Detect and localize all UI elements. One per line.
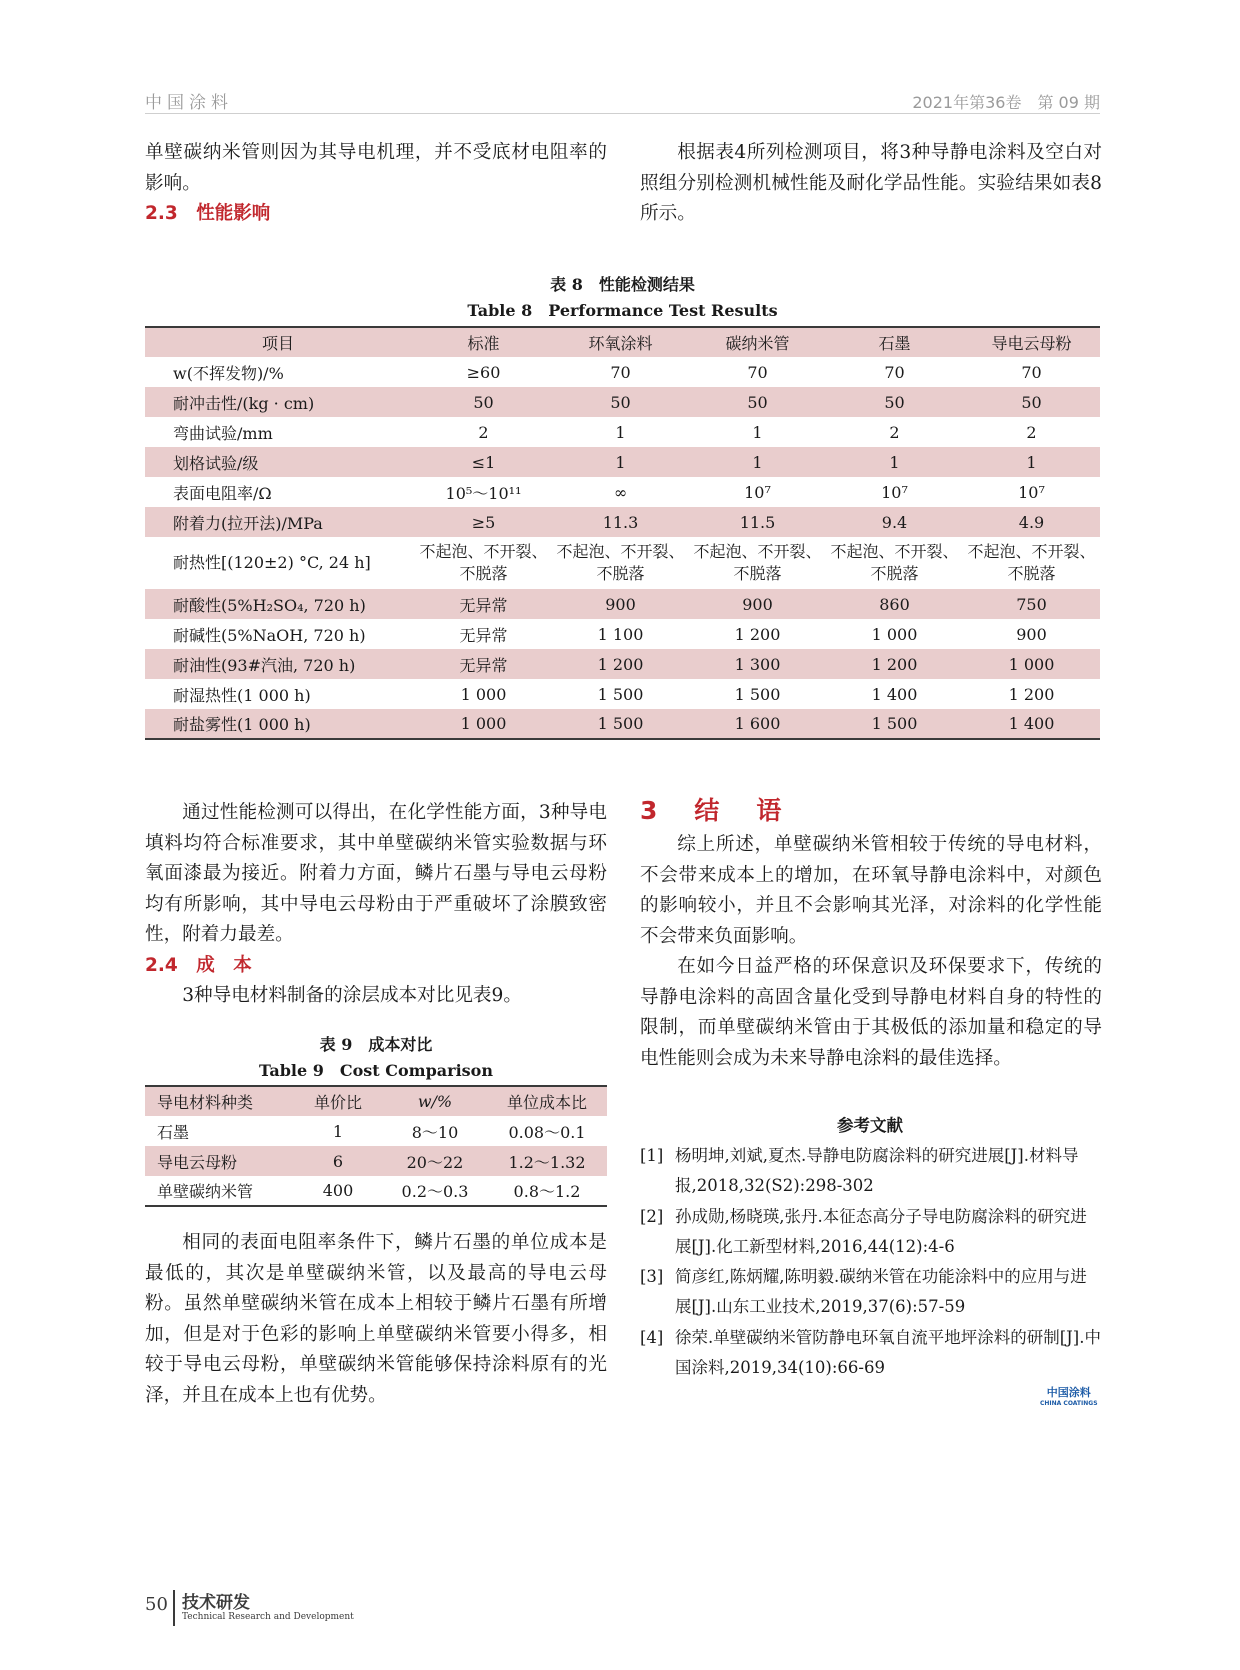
table-cell: 10⁵～10¹¹: [445, 483, 522, 503]
table-row: [145, 507, 1100, 537]
table-cell: 1.2～1.32: [508, 1152, 586, 1172]
table-header-row: [145, 1086, 607, 1116]
table-cell: 1 000: [1008, 654, 1055, 674]
table-cell: 2: [889, 422, 900, 442]
table-cell: 无异常: [459, 655, 508, 675]
table-cell: 10⁷: [1018, 482, 1045, 502]
table-cell: 400: [322, 1181, 354, 1200]
table-row: [145, 447, 1100, 477]
reference-text: 杨明坤,刘斌,夏杰.导静电防腐涂料的研究进展[J].材料导报,2018,32(S2):298-302: [675, 1146, 1079, 1196]
table-cell: 70: [884, 362, 905, 382]
table-cell: 1: [752, 422, 763, 442]
table-cell: 不起泡、不开裂、不脱落: [693, 542, 822, 583]
table-cell: 耐酸性(5%H₂SO₄, 720 h): [173, 595, 366, 615]
logo-text-cn: 中国涂料: [1046, 1386, 1091, 1399]
footer-subtitle: Technical Research and Development: [182, 1612, 354, 1622]
table-cell: ∞: [613, 482, 628, 502]
table-header-row: [145, 327, 1100, 357]
table-cell: 耐油性(93#汽油, 720 h): [173, 655, 356, 675]
table-cell: 无异常: [459, 625, 508, 645]
table-cell: 50: [884, 392, 905, 412]
table-cell: 900: [605, 594, 636, 614]
table-header-cell: 项目: [261, 334, 294, 353]
table-cell: 750: [1016, 594, 1047, 614]
table9-caption: [145, 1032, 607, 1084]
table-cell: 50: [610, 392, 631, 412]
paragraph: 相同的表面电阻率条件下，鳞片石墨的单位成本是最低的，其次是单壁碳纳米管，以及最高的导电云母粉。虽然单壁碳纳米管在成本上相较于鳞片石墨有所增加，但是对于色彩的影响上单壁碳纳米管要小得多，相较于导电云母粉，单壁碳纳米管能够保持涂料原有的光泽，并且在成本上也有优势。: [145, 1232, 607, 1406]
table-cell: 70: [747, 362, 768, 382]
table-row: [145, 417, 1100, 447]
table-cell: 耐冲击性/(kg · cm): [173, 393, 315, 413]
reference-number: [1]: [640, 1146, 664, 1165]
table-cell: 9.4: [881, 512, 908, 532]
table-cell: 70: [1021, 362, 1042, 382]
paragraph: 单壁碳纳米管则因为其导电机理，并不受底材电阻率的影响。: [145, 142, 607, 194]
paragraph: 在如今日益严格的环保意识及环保要求下，传统的导静电涂料的高固含量化受到导静电材料自身的特性的限制，而单壁碳纳米管由于其极低的添加量和稳定的导电性能则会成为未来导静电涂料的最佳选择。: [640, 956, 1102, 1069]
table-cell: 1 200: [597, 654, 644, 674]
references-title: 参考文献: [837, 1116, 903, 1135]
reference-number: [4]: [640, 1327, 664, 1347]
table-cell: 1 200: [734, 624, 781, 644]
right-top-block: [640, 138, 1102, 230]
section-heading-2-3: 2.3 性能影响: [145, 203, 271, 224]
reference-item: [640, 1262, 1102, 1323]
issue-info: 2021年第36卷 第 09 期: [912, 93, 1100, 112]
table-cell: 表面电阻率/Ω: [173, 483, 272, 503]
table-header-cell: 标准: [467, 334, 500, 353]
table-header-cell: 单位成本比: [506, 1093, 587, 1112]
table-cell: 1 000: [871, 624, 918, 644]
table-cell: 不起泡、不开裂、不脱落: [419, 542, 548, 583]
cost-table: [145, 1085, 607, 1207]
reference-number: [2]: [640, 1206, 664, 1226]
paragraph: 3种导电材料制备的涂层成本对比见表9。: [182, 985, 522, 1006]
table-row: [145, 589, 1100, 619]
table-cell: ≤1: [471, 452, 496, 472]
table-cell: 1 400: [871, 684, 918, 704]
conclusion-block: [640, 792, 1102, 1074]
table-cell: 无异常: [459, 595, 508, 615]
footer-title: 技术研发: [182, 1593, 250, 1613]
table-cell: 1: [889, 452, 900, 472]
conclusion-heading: 3 结 语: [640, 796, 788, 825]
table-row: [145, 537, 1100, 589]
table-cell: 1 400: [1008, 714, 1055, 733]
table-cell: 10⁷: [744, 482, 771, 502]
table-cell: 6: [332, 1151, 344, 1171]
reference-text: 孙成勋,杨晓瑛,张丹.本征态高分子导电防腐涂料的研究进展[J].化工新型材料,2016,44(12):4-6: [675, 1206, 1087, 1256]
table9-caption-cn: 表 9 成本对比: [319, 1035, 433, 1054]
reference-item: [640, 1141, 1102, 1202]
table-cell: 0.8～1.2: [513, 1182, 581, 1201]
table-row: [145, 619, 1100, 649]
table-cell: 4.9: [1018, 512, 1045, 532]
left-top-block: [145, 138, 607, 230]
table-cell: 1: [615, 422, 626, 442]
table-cell: 导电云母粉: [157, 1152, 238, 1172]
reference-text: 简彦红,陈炳耀,陈明毅.碳纳米管在功能涂料中的应用与进展[J].山东工业技术,2019,37(6):57-59: [675, 1267, 1087, 1317]
footer-divider: [173, 1590, 175, 1626]
table-header-cell: w/%: [417, 1092, 453, 1111]
reference-text: 徐荣.单壁碳纳米管防静电环氧自流平地坪涂料的研制[J].中国涂料,2019,34(10):66-69: [675, 1327, 1101, 1378]
table-cell: 不起泡、不开裂、不脱落: [556, 542, 685, 583]
table-row: [145, 477, 1100, 507]
performance-table: [145, 326, 1100, 740]
reference-item: [640, 1323, 1102, 1384]
table-header-cell: 导电材料种类: [157, 1093, 254, 1112]
paragraph: 通过性能检测可以得出，在化学性能方面，3种导电填料均符合标准要求，其中单壁碳纳米管实验数据与环氧面漆最为接近。附着力方面，鳞片石墨与导电云母粉均有所影响，其中导电云母粉由于严重破坏了涂膜致密性，附着力最差。: [145, 802, 607, 945]
table-cell: 1 200: [1008, 684, 1055, 704]
table-cell: 70: [610, 362, 631, 382]
page-number: 50: [145, 1594, 168, 1615]
table-cell: 弯曲试验/mm: [173, 423, 273, 443]
table-cell: 10⁷: [881, 482, 908, 502]
table-cell: 900: [742, 594, 773, 614]
table-cell: 1: [1026, 452, 1037, 472]
table-header-cell: 环氧涂料: [588, 334, 653, 353]
reference-item: [640, 1202, 1102, 1263]
table-cell: 附着力(拉开法)/MPa: [173, 513, 323, 533]
table-cell: 50: [747, 392, 768, 412]
table-row: [145, 679, 1100, 709]
table-cell: 1 200: [871, 654, 918, 674]
table-cell: 1 100: [597, 624, 644, 644]
table-row: [145, 1146, 607, 1176]
table-cell: 1: [752, 452, 763, 472]
table-cell: 2: [478, 422, 489, 442]
table-cell: 耐湿热性(1 000 h): [173, 685, 311, 705]
table-cell: ≥60: [466, 362, 501, 382]
table-cell: 1 500: [734, 684, 781, 704]
table-row: [145, 1176, 607, 1206]
table-cell: 11.3: [602, 512, 639, 532]
table-cell: 1 300: [734, 654, 781, 674]
table8-caption: [145, 272, 1100, 324]
table-cell: 11.5: [739, 512, 776, 532]
table-cell: 1 600: [734, 714, 781, 733]
table-cell: 2: [1026, 422, 1037, 442]
section-heading-2-4: 2.4 成 本: [145, 954, 252, 976]
table-cell: 0.08～0.1: [508, 1122, 586, 1142]
table-cell: 1 000: [460, 684, 507, 704]
paragraph: 根据表4所列检测项目，将3种导静电涂料及空白对照组分别检测机械性能及耐化学品性能。实验结果如表8所示。: [640, 142, 1102, 224]
table-row: [145, 387, 1100, 417]
table-cell: 不起泡、不开裂、不脱落: [830, 542, 959, 583]
table-cell: 耐热性[(120±2) °C, 24 h]: [173, 553, 371, 572]
table-cell: 1 500: [597, 684, 644, 704]
left-bottom-block: [145, 1228, 607, 1411]
left-mid-block: [145, 798, 607, 1012]
table-cell: 1: [332, 1121, 344, 1141]
table-cell: 900: [1016, 624, 1047, 644]
table-cell: 8～10: [411, 1122, 459, 1142]
table-header-cell: 石墨: [878, 334, 911, 353]
table8-caption-en: Table 8 Performance Test Results: [467, 301, 778, 320]
table-row: [145, 1116, 607, 1146]
paragraph: 综上所述，单壁碳纳米管相较于传统的导电材料，不会带来成本上的增加，在环氧导静电涂料中，对颜色的影响较小，并且不会影响其光泽，对涂料的化学性能不会带来负面影响。: [640, 834, 1102, 947]
table-cell: 石墨: [157, 1122, 190, 1142]
table-cell: 20～22: [406, 1152, 464, 1172]
table-row: [145, 709, 1100, 739]
references-list: [640, 1141, 1102, 1383]
table-cell: 1 000: [460, 714, 507, 733]
table-cell: w(不挥发物)/%: [173, 363, 284, 383]
journal-logo: [1040, 1384, 1098, 1407]
table-cell: 划格试验/级: [173, 453, 259, 473]
table-header-cell: 单价比: [313, 1093, 362, 1112]
table-cell: 0.2～0.3: [401, 1182, 469, 1201]
journal-name: 中国涂料: [145, 93, 233, 113]
table-cell: 耐碱性(5%NaOH, 720 h): [173, 625, 366, 645]
table-cell: 1 500: [871, 714, 918, 733]
logo-text-en: CHINA COATINGS: [1040, 1400, 1098, 1407]
table-cell: 不起泡、不开裂、不脱落: [967, 542, 1096, 583]
table-row: [145, 649, 1100, 679]
table-header-cell: 导电云母粉: [991, 334, 1072, 353]
table-row: [145, 357, 1100, 387]
table-cell: 860: [879, 594, 910, 614]
table-cell: 单壁碳纳米管: [157, 1182, 254, 1201]
table-cell: 50: [1021, 392, 1042, 412]
table9-caption-en: Table 9 Cost Comparison: [259, 1061, 493, 1080]
table-cell: 耐盐雾性(1 000 h): [173, 715, 311, 734]
table-cell: 1 500: [597, 714, 644, 733]
table8-caption-cn: 表 8 性能检测结果: [550, 275, 695, 294]
table-cell: ≥5: [471, 512, 496, 532]
page-header: [145, 86, 1100, 114]
reference-number: [3]: [640, 1267, 664, 1287]
table-cell: 1: [615, 452, 626, 472]
table-cell: 50: [473, 392, 494, 412]
table-header-cell: 碳纳米管: [725, 334, 790, 353]
